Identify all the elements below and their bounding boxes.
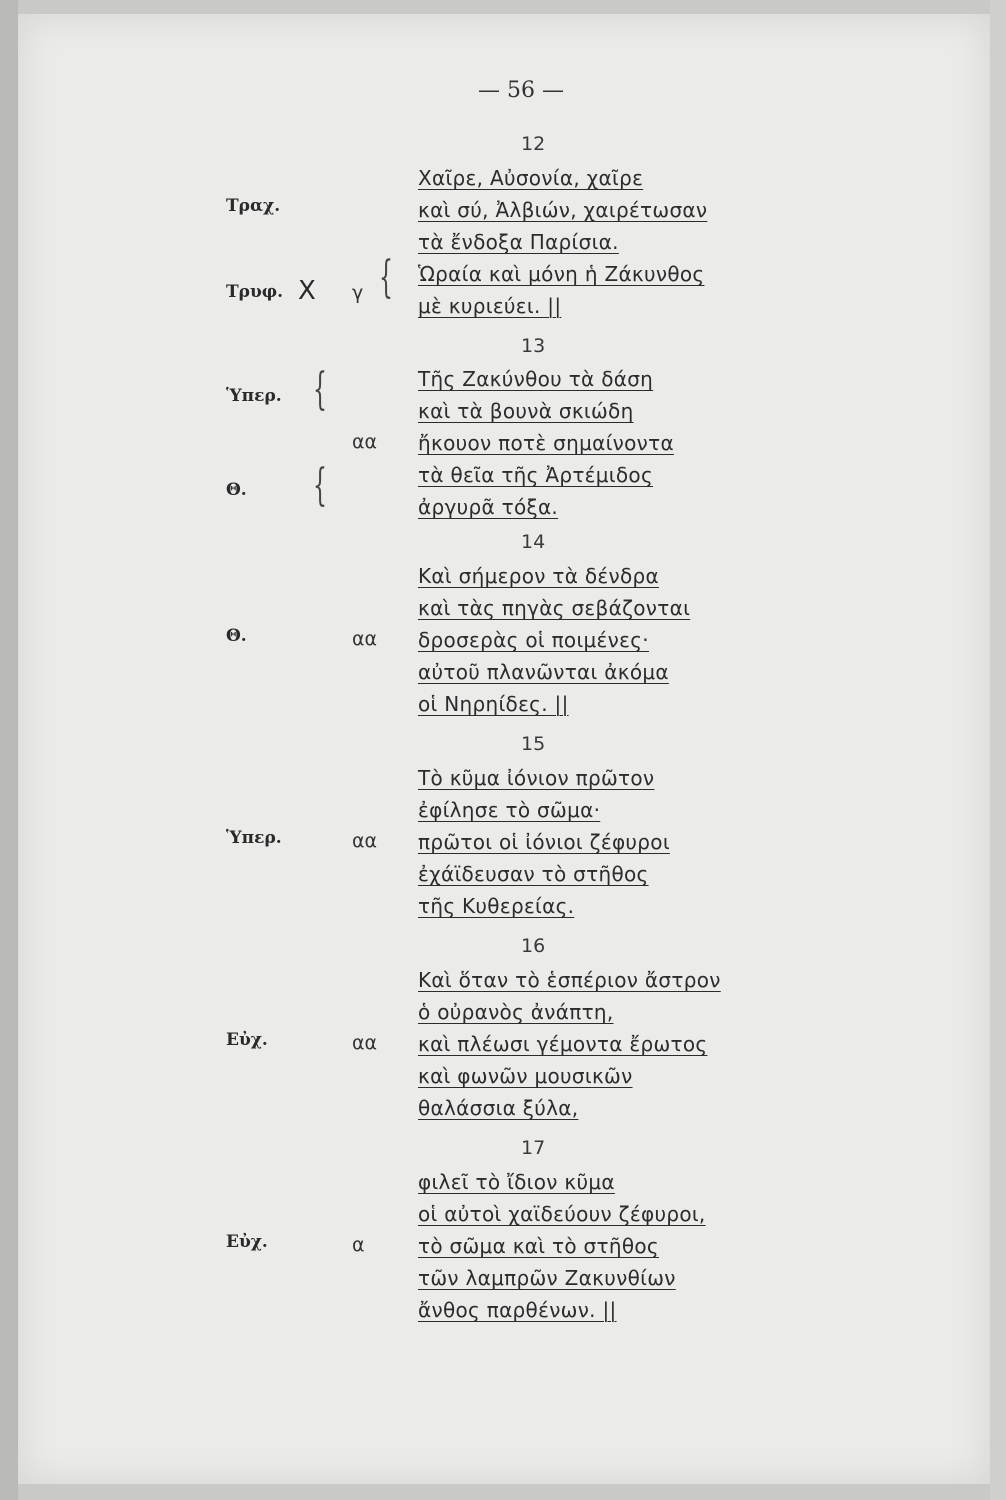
- page-right-edge: [990, 0, 1006, 1500]
- verse-line: τὰ θεῖα τῆς Ἀρτέμιδος: [418, 463, 653, 487]
- margin-label-hyper: Ὑπερ.: [226, 386, 282, 406]
- stanza-number: 12: [521, 133, 546, 155]
- margin-code-aa: αα: [352, 830, 378, 852]
- stanza-number: 16: [521, 935, 546, 957]
- margin-label-trach: Τραχ.: [226, 196, 281, 216]
- stanza-number: 15: [521, 733, 546, 755]
- verse-line: Καὶ ὅταν τὸ ἑσπέριον ἄστρον: [418, 968, 721, 992]
- margin-code-aa: αα: [352, 1032, 378, 1054]
- verse-line: Καὶ σήμερον τὰ δένδρα: [418, 564, 659, 588]
- verse-line: ἐφίλησε τὸ σῶμα·: [418, 798, 601, 822]
- verse-line: ὁ οὐρανὸς ἀνάπτη,: [418, 1000, 614, 1024]
- verse-line: καὶ πλέωσι γέμοντα ἔρωτος: [418, 1032, 708, 1056]
- verse-line: Τῆς Ζακύνθου τὰ δάση: [418, 367, 654, 391]
- verse-line: Χαῖρε, Αὐσονία, χαῖρε: [418, 166, 644, 190]
- verse-line: καὶ σύ, Ἀλβιών, χαιρέτωσαν: [418, 198, 708, 222]
- verse-line: Ὡραία καὶ μόνη ἡ Ζάκυνθος: [418, 262, 705, 286]
- margin-cross-mark: X: [298, 276, 316, 306]
- page-number: — 56 —: [478, 78, 564, 103]
- verse-line: καὶ τὰς πηγὰς σεβάζονται: [418, 596, 691, 620]
- verse-line: ἤκουον ποτὲ σημαίνοντα: [418, 431, 674, 455]
- stanza-number: 14: [521, 531, 546, 553]
- margin-label-theta: Θ.: [226, 626, 247, 646]
- margin-code-a: α: [352, 1234, 365, 1256]
- margin-label-hyper: Ὑπερ.: [226, 828, 282, 848]
- verse-line: θαλάσσια ξύλα,: [418, 1096, 579, 1120]
- verse-line: ἄνθος παρθένων. ||: [418, 1298, 617, 1322]
- margin-label-tryph: Τρυφ.: [226, 282, 284, 302]
- verse-line: οἱ αὐτοὶ χαϊδεύουν ζέφυροι,: [418, 1202, 706, 1226]
- verse-line: δροσερὰς οἱ ποιμένες·: [418, 628, 649, 652]
- page-left-edge: [0, 0, 18, 1500]
- verse-line: τῶν λαμπρῶν Ζακυνθίων: [418, 1266, 676, 1290]
- verse-line: Τὸ κῦμα ἰόνιον πρῶτον: [418, 766, 655, 790]
- brace-bracket: {: [379, 252, 393, 303]
- verse-line: πρῶτοι οἱ ἰόνιοι ζέφυροι: [418, 830, 670, 854]
- margin-label-euch: Εὐχ.: [226, 1030, 268, 1050]
- verse-line: οἱ Νηρηίδες. ||: [418, 692, 569, 716]
- margin-code-gamma: γ: [352, 282, 364, 304]
- verse-line: αὐτοῦ πλανῶνται ἀκόμα: [418, 660, 669, 684]
- margin-code-aa: αα: [352, 628, 378, 650]
- verse-line: ἀργυρᾶ τόξα.: [418, 495, 559, 519]
- brace-bracket: {: [313, 460, 327, 511]
- margin-code-aa: αα: [352, 431, 378, 453]
- verse-line: ἐχάϊδευσαν τὸ στῆθος: [418, 862, 649, 886]
- stanza-number: 17: [521, 1137, 546, 1159]
- stanza-number: 13: [521, 335, 546, 357]
- margin-label-theta: Θ.: [226, 480, 247, 500]
- verse-line: τῆς Κυθερείας.: [418, 894, 575, 918]
- verse-line: καὶ φωνῶν μουσικῶν: [418, 1064, 633, 1088]
- verse-line: φιλεῖ τὸ ἴδιον κῦμα: [418, 1170, 615, 1194]
- margin-label-euch: Εὐχ.: [226, 1232, 268, 1252]
- brace-bracket: {: [313, 364, 327, 415]
- verse-line: τὰ ἔνδοξα Παρίσια.: [418, 230, 619, 254]
- verse-line: μὲ κυριεύει. ||: [418, 294, 562, 318]
- verse-line: καὶ τὰ βουνὰ σκιώδη: [418, 399, 634, 423]
- verse-line: τὸ σῶμα καὶ τὸ στῆθος: [418, 1234, 659, 1258]
